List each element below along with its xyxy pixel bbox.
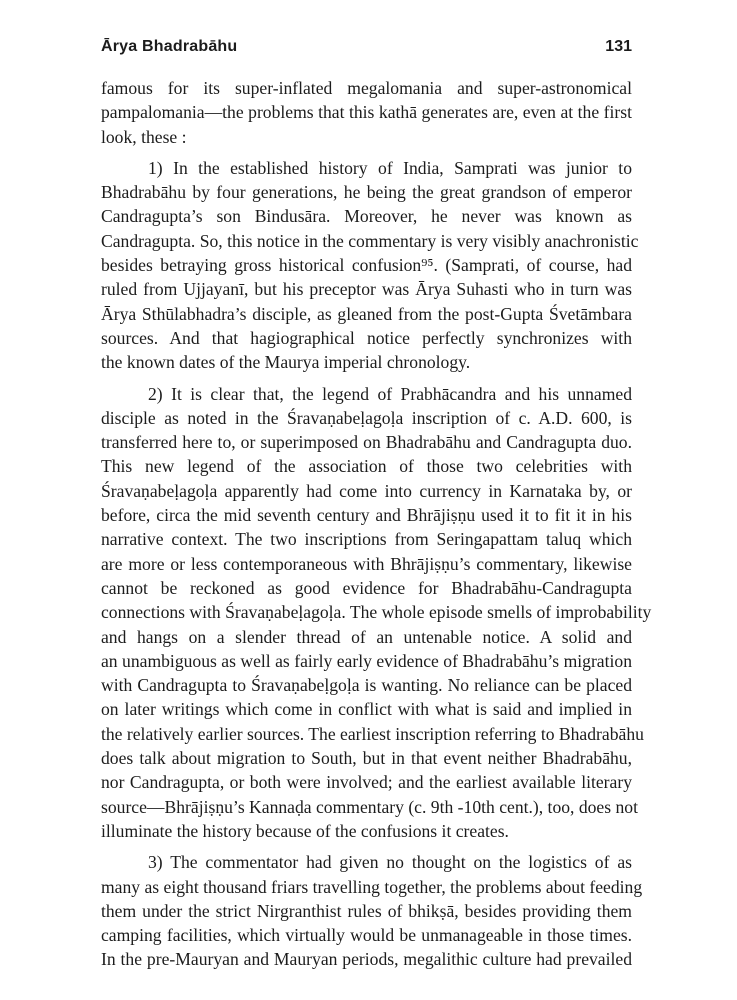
text-line: In the pre-Mauryan and Mauryan periods, megalithic culture had prevailed — [101, 949, 632, 970]
running-head — [101, 38, 632, 60]
text-line: the known dates of the Maurya imperial chronology. — [101, 352, 471, 373]
text-line: before, circa the mid seventh century and Bhrājiṣṇu used it to fit it in his — [101, 505, 632, 526]
text-line: on later writings which come in conflict with what is said and implied in — [101, 699, 632, 720]
paragraph-gap — [101, 149, 632, 156]
paragraph-gap — [101, 375, 632, 382]
text-line: Śravaṇabeḷagoḷa apparently had come into currency in Karnataka by, or — [101, 480, 632, 501]
text-line: camping facilities, which virtually would be unmanageable in those times. — [101, 925, 632, 946]
text-line: besides betraying gross historical confusion⁹⁵. (Samprati, of course, had — [101, 255, 632, 276]
text-line: an unambiguous as well as fairly early evidence of Bhadrabāhu’s migration — [101, 650, 632, 671]
text-line: them under the strict Nirgranthist rules of bhikṣā, besides providing them — [101, 900, 632, 921]
text-line: sources. And that hagiographical notice perfectly synchronizes with — [101, 327, 632, 348]
text-line: connections with Śravaṇabeḷagoḷa. The whole episode smells of improbability — [101, 602, 652, 623]
paragraph-gap — [101, 843, 632, 850]
text-line: source—Bhrājiṣṇu’s Kannaḍa commentary (c. 9th -10th cent.), too, does not — [101, 796, 638, 817]
text-line: pampalomania—the problems that this kathā generates are, even at the first — [101, 102, 632, 123]
text-line: transferred here to, or superimposed on Bhadrabāhu and Candragupta duo. — [101, 432, 632, 453]
text-line: does talk about migration to South, but in that event neither Bhadrabāhu, — [101, 748, 632, 769]
text-line: are more or less contemporaneous with Bhrājiṣṇu’s commentary, likewise — [101, 553, 632, 574]
text-line: with Candragupta to Śravaṇabeḷgoḷa is wanting. No reliance can be placed — [101, 675, 632, 696]
text-line: the relatively earlier sources. The earliest inscription referring to Bhadrabāhu — [101, 723, 644, 744]
text-line: 3) The commentator had given no thought on the logistics of as — [148, 852, 632, 873]
text-line: illuminate the history because of the confusions it creates. — [101, 820, 509, 841]
text-line: look, these : — [101, 126, 187, 147]
text-line: ruled from Ujjayanī, but his preceptor was Ārya Suhasti who in turn was — [101, 279, 632, 300]
text-line: 2) It is clear that, the legend of Prabhācandra and his unnamed — [148, 383, 632, 404]
text-line: This new legend of the association of those two celebrities with — [101, 456, 632, 477]
chapter-title: Ārya Bhadrabāhu — [101, 38, 238, 55]
text-line: 1) In the established history of India, Samprati was junior to — [148, 157, 632, 178]
text-line: famous for its super-inflated megalomania and super-astronomical — [101, 78, 632, 98]
body-text — [101, 76, 652, 972]
text-line: cannot be reckoned as good evidence for Bhadrabāhu-Candragupta — [101, 577, 632, 598]
text-line: Candragupta. So, this notice in the commentary is very visibly anachronistic — [101, 230, 639, 251]
text-line: disciple as noted in the Śravaṇabeḷagoḷa inscription of c. A.D. 600, is — [101, 407, 632, 428]
page-number: 131 — [605, 38, 632, 55]
text-line: many as eight thousand friars travelling together, the problems about feeding — [101, 876, 643, 897]
text-line: Ārya Sthūlabhadra’s disciple, as gleaned from the post-Gupta Śvetāmbara — [101, 303, 632, 324]
text-line: narrative context. The two inscriptions from Seringapattam taluq which — [101, 529, 632, 550]
text-line: Bhadrabāhu by four generations, he being the great grandson of emperor — [101, 182, 632, 203]
text-line: nor Candragupta, or both were involved; and the earliest available literary — [101, 772, 632, 793]
text-line: Candragupta’s son Bindusāra. Moreover, he never was known as — [101, 206, 632, 227]
text-line: and hangs on a slender thread of an untenable notice. A solid and — [101, 626, 632, 647]
